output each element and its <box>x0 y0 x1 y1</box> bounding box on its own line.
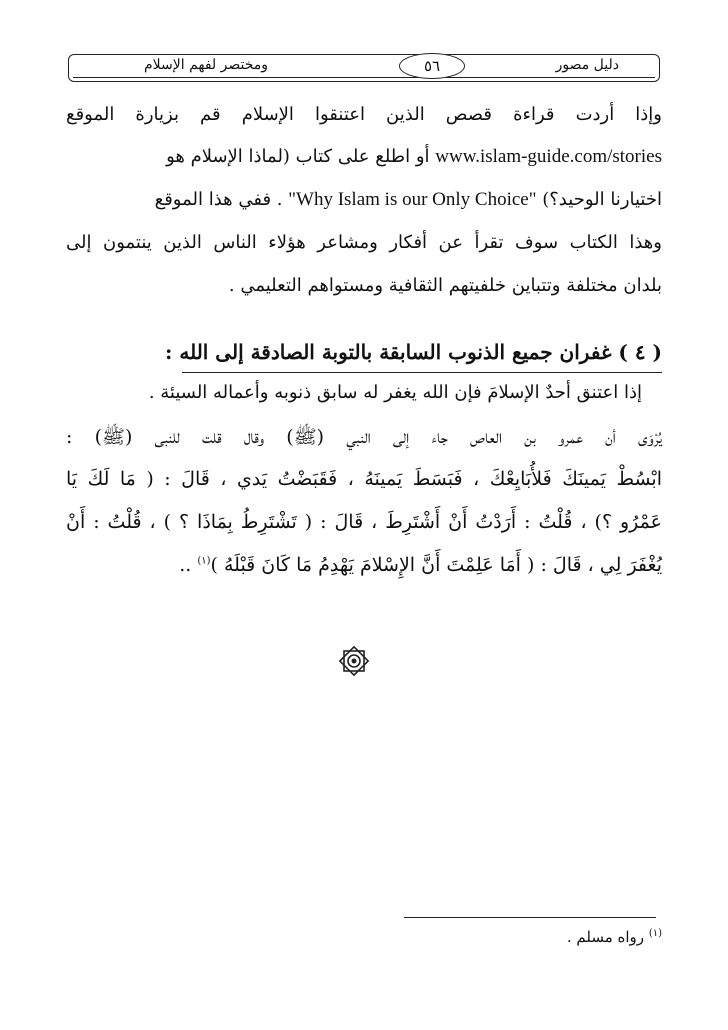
eight-point-star-ornament-icon <box>337 644 371 678</box>
paragraph-line: بلدان مختلفة وتتباين خلفيتهم الثقافية ومستواهم التعليمي . <box>228 275 662 296</box>
header-book-title: دليل مصور <box>555 57 619 73</box>
section-heading: ( ٤ ) غفران جميع الذنوب السابقة بالتوبة الصادقة إلى الله : <box>165 340 662 364</box>
page-header <box>68 54 660 82</box>
paragraph-text: أو اطلع على كتاب (لماذا الإسلام هو <box>166 146 430 167</box>
hadith-ellipsis: .. <box>179 554 192 576</box>
paragraph-text: www.islam-guide.com/stories <box>435 146 662 167</box>
paragraph-line: وهذا الكتاب سوف تقرأ عن أفكار ومشاعر هؤلاء الناس الذين ينتمون إلى <box>66 232 662 253</box>
section-line: إذا اعتنق أحدٌ الإسلامَ فإن الله يغفر له سابق ذنوبه وأعماله السيئة . <box>148 382 642 403</box>
paragraph-line <box>155 189 662 211</box>
heading-underline <box>182 372 662 373</box>
paragraph-line <box>166 146 662 168</box>
hadith-text: يُغْفَرَ لِي ، قَالَ : ( أَمَا عَلِمْتَ أَنَّ الإِسْلامَ يَهْدِمُ مَا كَانَ قَبْلَهُ ) <box>210 554 662 576</box>
footnote-separator <box>404 917 656 918</box>
section-line: عَمْرُو ؟) ، قُلْتُ : أَرَدْتُ أَنْ أَشْتَرِطَ ، قَالَ : ( تَشْتَرِطُ بِمَاذَا ؟ ) ، قُلْتُ : أَنْ <box>66 511 662 533</box>
section-line <box>179 554 662 576</box>
paragraph-line: وإذا أردت قراءة قصص الذين اعتنقوا الإسلام قم بزيارة الموقع <box>66 104 662 125</box>
page-number: ٥٦ <box>399 53 465 79</box>
footnote-text: رواه مسلم . <box>566 928 645 946</box>
header-underline <box>73 77 655 78</box>
paragraph-text: . ففي هذا الموقع <box>154 189 283 210</box>
footnote <box>567 928 662 946</box>
section-line: يُرْوَى أن عمرو بن العاص جاء إلى النبي (ﷺ) وقال قلت للنبى (ﷺ) : <box>66 426 662 448</box>
footnote-reference: (١) <box>197 555 211 567</box>
footnote-marker: (١) <box>648 928 662 939</box>
book-title-english: "Why Islam is our Only Choice" <box>288 189 537 210</box>
paragraph-text: اختيارنا الوحيد؟) <box>542 189 662 210</box>
header-section-title: ومختصر لفهم الإسلام <box>144 57 269 73</box>
section-line: ابْسُطْ يَمينَكَ فَلأُبَايِعْكَ ، فَبَسَطَ يَمينَهُ ، فَقَبَضْتُ يَدي ، قَالَ : ( مَا لَكَ يَا <box>66 468 662 490</box>
